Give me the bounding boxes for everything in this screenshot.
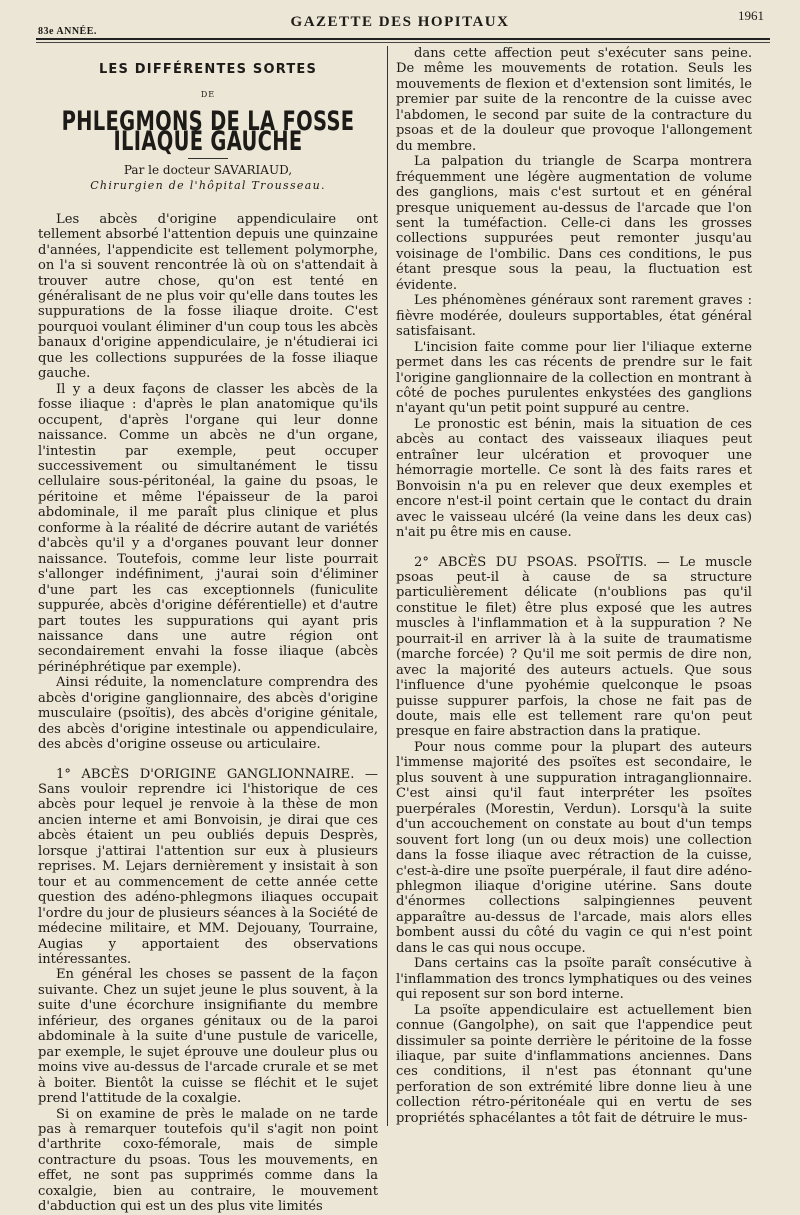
section-gap bbox=[38, 753, 378, 767]
paragraph: Le pronostic est bénin, mais la situation de ces abcès au contact des vaisseaux iliaques peut entraîner leur ulcération et provoquer une hémorragie mortelle. Ce sont là des faits rares et Bonvoisin n'a pu en relever que deux exemples et encore n'est-il point certain que le contact du drain avec le vaisseau ulcéré (la veine dans les deux cas) n'ait pu être mis en cause. bbox=[396, 416, 752, 541]
paragraph: L'incision faite comme pour lier l'iliaque externe permet dans les cas récents de prendre sur le fait l'origine ganglionnaire de la collection en montrant à côté de poches purulentes enkystées des ganglions n'ayant qu'un petit point suppuré au centre. bbox=[396, 339, 752, 417]
paragraph: 1° ABCÈS D'ORIGINE GANGLIONNAIRE. — Sans vouloir reprendre ici l'historique de ces abcès pour lequel je renvoie à la thèse de mon ancien interne et ami Bonvoisin, je dirai que ces abcès étaient un peu oubliés depuis Desprès, lorsque j'attirai l'attention sur eux à plusieurs reprises. M. Lejars dernièrement y insistait à son tour et au commencement de cette année cette question des adéno-phlegmons iliaques occupait l'ordre du jour de plusieurs séances à la Société de médecine militaire, et MM. Dejouany, Tourraine, Augias y apportaient des observations intéressantes. bbox=[38, 766, 379, 968]
paragraph: Les abcès d'origine appendiculaire ont tellement absorbé l'attention depuis une quinzaine d'années, l'appendicite est tellement polymorphe, on l'a si souvent rencontrée là où on s'attendait à trouver autre chose, qu'on est tenté en généralisant de ne plus voir qu'elle dans toutes les suppurations de la fosse iliaque droite. C'est pourquoi voulant éliminer d'un coup tous les abcès banaux d'origine appendiculaire, je n'étudierai ici que les collections suppurées de la fosse iliaque gauche. bbox=[38, 211, 378, 382]
right-column bbox=[396, 46, 752, 1126]
page-header bbox=[28, 8, 772, 38]
article-title-de: DE bbox=[200, 90, 216, 100]
paragraph: Si on examine de près le malade on ne tarde pas à remarquer toutefois qu'il s'agit non point d'arthrite coxo-fémorale, mais de simple contracture du psoas. Tous les mouvements, en effet, ne sont pas supprimés comme dans la coxalgie, bien au contraire, le mouvement d'abduction qui est un des plus vite limités bbox=[38, 1106, 378, 1215]
section-gap bbox=[396, 541, 752, 555]
paragraph: Dans certains cas la psoïte paraît consécutive à l'inflammation des troncs lymphatiques ou des veines qui reposent sur son bord interne. bbox=[396, 956, 752, 1003]
left-column bbox=[38, 46, 378, 1215]
journal-title: GAZETTE DES HOPITAUX bbox=[290, 14, 510, 30]
author-affiliation: Chirurgien de l'hôpital Trousseau. bbox=[90, 179, 326, 193]
left-column-body bbox=[38, 212, 378, 1215]
page-number: 1961 bbox=[738, 8, 764, 23]
paragraph: Il y a deux façons de classer les abcès de la fosse iliaque : d'après le plan anatomique qu'ils occupent, d'après l'organe qui leur donne naissance. Comme un abcès ne d'un organe, l'intestin par exemple, peut occuper successivement ou simultanément le tissu cellulaire sous-péritonéal, la gaine du psoas, le péritoine et même l'épaisseur de la paroi abdominale, il me paraît plus clinique et plus conforme à la réalité de décrire autant de variétés d'abcès qu'il y a d'organes pouvant leur donner naissance. Toutefois, comme leur liste pourrait s'allonger indéfiniment, j'aurai soin d'éliminer d'une part les cas exceptionnels (funiculite suppurée, abcès d'origine déférentielle) et d'autre part toutes les suppurations qui ayant pris naissance dans une autre région ont secondairement envahi la fosse iliaque (abcès périnéphrétique par exemple). bbox=[38, 381, 378, 675]
paragraph: Les phénomènes généraux sont rarement graves : fièvre modérée, douleurs supportables, état général satisfaisant. bbox=[396, 293, 752, 340]
paragraph: dans cette affection peut s'exécuter sans peine. De même les mouvements de rotation. Seuls les mouvements de flexion et d'extension sont limités, le premier par suite de la rencontre de la cuisse avec l'abdomen, le second par suite de la contracture du psoas et de la douleur que provoque l'allongement du membre. bbox=[396, 46, 752, 154]
paragraph: En général les choses se passent de la façon suivante. Chez un sujet jeune le plus souvent, à la suite d'une écorchure insignifiante du membre inférieur, des organes génitaux ou de la paroi abdominale à la suite d'une pustule de varicelle, par exemple, le sujet éprouve une douleur plus ou moins vive au-dessus de l'arcade crurale et se met à boiter. Bientôt la cuisse se fléchit et le sujet prend l'attitude de la coxalgie. bbox=[38, 967, 378, 1107]
article-title-top: LES DIFFÉRENTES SORTES bbox=[98, 62, 318, 77]
header-rule-thin bbox=[36, 42, 770, 43]
paragraph: Pour nous comme pour la plupart des auteurs l'immense majorité des psoïtes est secondaire, le plus souvent à une suppuration intraganglionnaire. C'est ainsi qu'il faut interpréter les psoïtes puerpérales (Morestin, Verdun). Lorsqu'à la suite d'un accouchement on constate au bout d'un temps souvent fort long (un ou deux mois) une collection dans la fosse iliaque avec rétraction de la cuisse, c'est-à-dire une psoïte puerpérale, il faut dire adéno-phlegmon iliaque d'origine utérine. Sans doute d'énormes collections salpingiennes peuvent apparaître au-dessus de l'arcade, mais alors elles bombent aussi du côté du vagin ce qui n'est point dans le cas qui nous occupe. bbox=[396, 739, 752, 956]
edition-label: 83e ANNÉE. bbox=[38, 26, 97, 37]
header-rule-thick bbox=[36, 38, 770, 40]
paragraph: La psoïte appendiculaire est actuellement bien connue (Gangolphe), on sait que l'appendice peut dissimuler sa pointe derrière le péritoine de la fosse iliaque, par suite d'inflammations anciennes. Dans ces conditions, il n'est pas étonnant qu'une perforation de son extrémité libre donne lieu à une collection rétro-péritonéale qui en vertu de ses propriétés sphacélantes a tôt fait de détruire le mus- bbox=[396, 1002, 752, 1126]
title-divider bbox=[188, 158, 228, 159]
paragraph: Ainsi réduite, la nomenclature comprendra des abcès d'origine ganglionnaire, des abcès d'origine musculaire (psoïtis), des abcès d'origine génitale, des abcès d'origine intestinale ou appendiculaire, des abcès d'origine osseuse ou articulaire. bbox=[38, 675, 378, 753]
article-title-main: PHLEGMONS DE LA FOSSE ILIAQUE GAUCHE bbox=[61, 105, 355, 158]
article-author: Par le docteur SAVARIAUD, bbox=[123, 162, 293, 177]
paragraph: 2° ABCÈS DU PSOAS. PSOÏTIS. — Le muscle psoas peut-il à cause de sa structure particulièrement délicate (n'oublions pas qu'il constitue le filet) être plus exposé que les autres muscles à l'inflammation et à la suppuration ? Ne pourrait-il en arriver là à la suite de traumatisme (marche forcée) ? Qu'il me soit permis de dire non, avec la majorité des auteurs actuels. Que sous l'influence d'une pyohémie quelconque le psoas puisse suppurer parfois, la chose ne fait pas de doute, mais elle est tellement rare qu'on peut presque en faire abstraction dans la pratique. bbox=[396, 554, 752, 740]
right-column-body bbox=[396, 46, 752, 1126]
column-divider bbox=[387, 46, 388, 1126]
paragraph: La palpation du triangle de Scarpa montrera fréquemment une légère augmentation de volume des ganglions, mais c'est surtout et en général presque uniquement au-dessus de l'arcade que l'on sent la tuméfaction. Celle-ci dans les grosses collections suppurées peut remonter jusqu'au voisinage de l'ombilic. Dans ces conditions, le pus étant presque sous la peau, la fluctuation est évidente. bbox=[396, 154, 752, 293]
